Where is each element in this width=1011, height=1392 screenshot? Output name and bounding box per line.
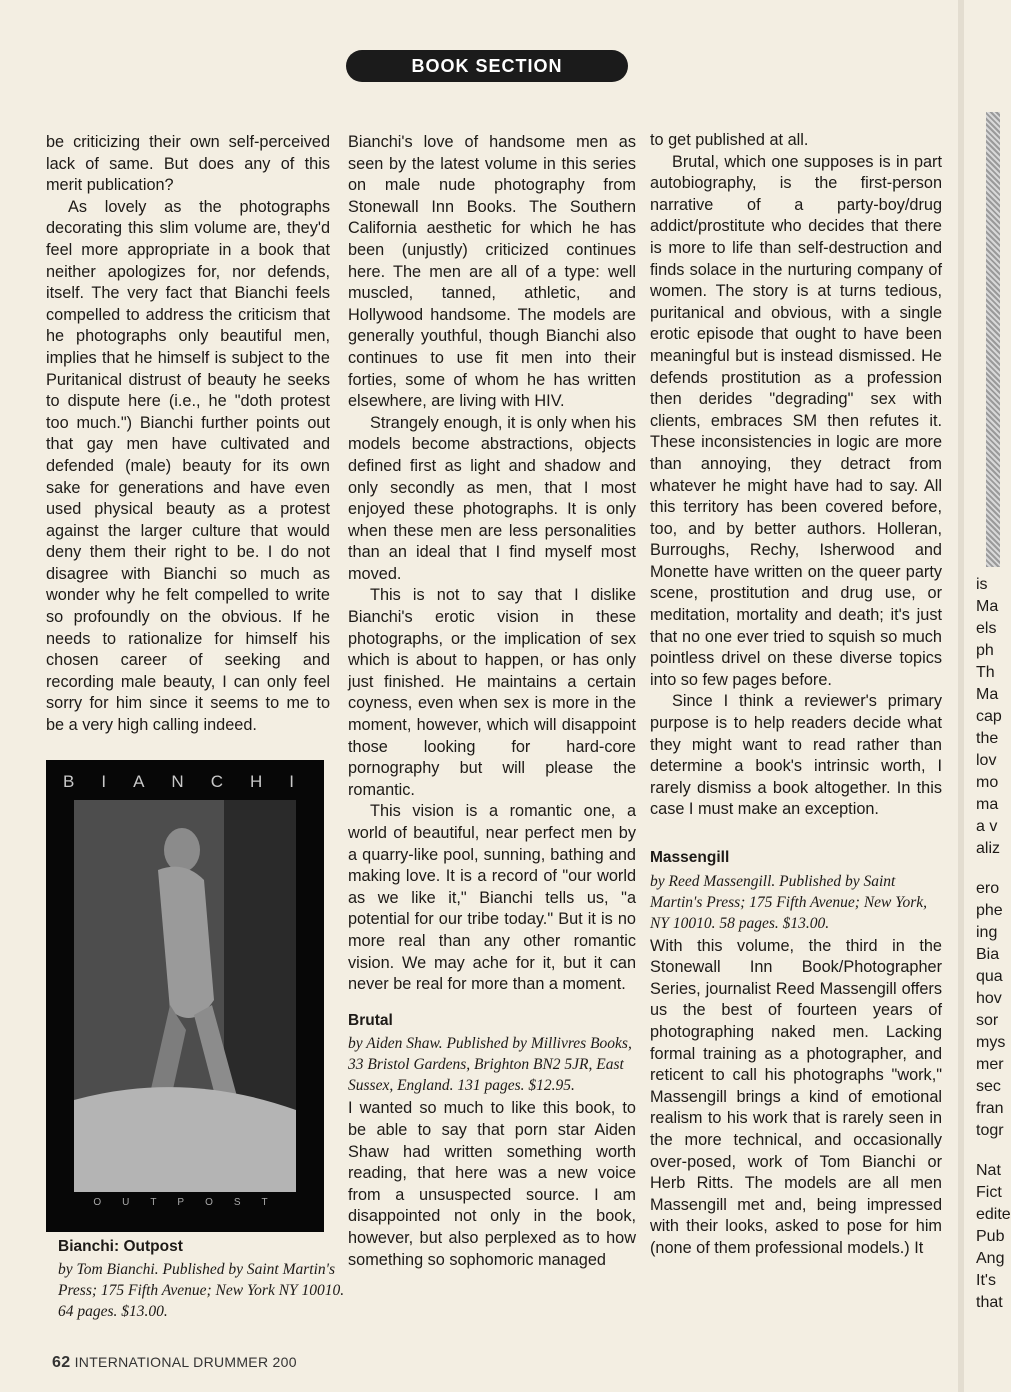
fragment: Nat (976, 1162, 1001, 1179)
paragraph: This vision is a romantic one, a world of beautiful, near perfect men by a quarry-like pool, sunning, bathing and making love. It is a record of "our world as we like it," Bianchi tells us, "a potential for our tribe today." But it is no more real than any other romantic vision. We may ache for it, but it can never be real for more than a moment. (348, 802, 636, 994)
fragment: qua (976, 968, 1003, 985)
fragment: ero (976, 880, 1000, 897)
adjacent-page-photo-edge (986, 112, 1000, 567)
column-3 (650, 130, 942, 1260)
fragment: aliz (976, 840, 1001, 857)
paragraph: I wanted so much to like this book, to be able to say that porn star Aiden Shaw had written something worth reading, that here was a new voice from a unsuspected source. I am disappointed not only in the book, however, but also perplexed as to how something so sophomoric managed (348, 1099, 636, 1269)
fragment: that (976, 1294, 1003, 1311)
fragment: mer (976, 1056, 1004, 1073)
page-footer (52, 1354, 297, 1372)
fragment: ph (976, 642, 994, 659)
bianchi-caption (58, 1238, 348, 1324)
fragment: togr (976, 1122, 1004, 1139)
fragment: It's (976, 1272, 996, 1289)
publication-name: INTERNATIONAL DRUMMER 200 (74, 1354, 297, 1370)
paragraph: Strangely enough, it is only when his models become abstractions, objects defined first as light and shadow and only secondly as men, that I most enjoyed these photographs. It is only when these men are less personalities than an ideal that I find myself most moved. (348, 413, 636, 583)
cover-subtitle: OUTPOST (93, 1197, 289, 1208)
paragraph: As lovely as the photographs decorating this slim volume are, they'd feel more appropriate in a book that neither apologizes for, nor defends, itself. The very fact that Bianchi feels compelled to address the criticism that he photographs only beautiful men, implies that he himself is subject to the Puritanical distrust of beauty he seeks to dispute here (i.e., he "doth protest too much.") Bianchi further points out that gay men have cultivated and defended (male) beauty for its own sake for generations and have even used physical beauty as a protest against the larger culture that would deny them their right to be. I do not disagree with Bianchi so much as wonder why he felt compelled to write so profoundly on the obvious. If he needs to rationalize for himself his chosen career of seeking and recording male beauty, I can only feel sorry for him since it seems to me to be a very high calling indeed. (46, 197, 330, 735)
fragment: sor (976, 1012, 999, 1029)
cover-title: BIANCHI (63, 772, 321, 791)
fragment: Pub (976, 1228, 1005, 1245)
fragment: Th (976, 664, 995, 681)
book-cover-image (46, 760, 324, 1232)
fragment: sec (976, 1078, 1001, 1095)
fragment: Ma (976, 598, 999, 615)
fragment: mys (976, 1034, 1006, 1051)
review-info: by Reed Massengill. Published by Saint Martin's Press; 175 Fifth Avenue; New York, NY 10010. 58 pages. $13.00. (650, 872, 927, 932)
review-title: Bianchi: Outpost (58, 1238, 183, 1255)
fragment: els (976, 620, 997, 637)
page-gutter (958, 0, 964, 1392)
fragment: a v (976, 818, 998, 835)
fragment: edite (976, 1206, 1011, 1223)
column-2 (348, 132, 636, 1271)
fragment: ma (976, 796, 999, 813)
paragraph: Since I think a reviewer's primary purpose is to help readers decide what they might want to read rather than determine a book's intrinsic worth, I rarely dismiss a book altogether. In this case I must make an exception. (650, 692, 942, 819)
review-title: Brutal (348, 1011, 393, 1029)
review-info: by Aiden Shaw. Published by Millivres Books, 33 Bristol Gardens, Brighton BN2 5JR, East Sussex, England. 131 pages. $12.95. (348, 1035, 632, 1095)
fragment: mo (976, 774, 999, 791)
fragment: lov (976, 752, 997, 769)
fragment: phe (976, 902, 1003, 919)
fragment: Bia (976, 946, 1000, 963)
fragment: fran (976, 1100, 1004, 1117)
paragraph: be criticizing their own self-perceived lack of same. But does any of this merit publication? (46, 133, 330, 195)
column-1 (46, 132, 330, 737)
paragraph: With this volume, the third in the Stonewall Inn Book/Photographer Series, journalist Reed Massengill offers us the best of fourteen years of photographing naked men. Lacking formal training as a photographer, and reticent to call his photographs "work," Massengill brings a kind of emotional realism to his work that is rarely seen in the more technical, and occasionally over-posed, work of Tom Bianchi or Herb Ritts. The models are all men Massengill met and, being impressed with their looks, asked to pose for him (none of them professional models.) It (650, 936, 942, 1257)
paragraph: Brutal, which one supposes is in part autobiography, is the first-person narrative of a party-boy/drug addict/prostitute who decides that there is more to life than self-destruction and finds solace in the nurturing company of women. The story is at turns tedious, puritanical and obvious, with a single erotic episode that ought to have been meaningful but is instead dismissed. He defends prostitution as a profession then derides "degrading" sex with clients, embraces SM then refutes it. These inconsistencies in logic are more than annoying, they detract from whatever he might have had to say. All this territory has been covered before, too, and by better authors. Holleran, Burroughs, Rechy, Isherwood and Monette have written on the queer party scene, prostitution and drug use, or meditation, mortality and death; it's just that no one ever tried to squish so much pointless drivel on these diverse topics into so few pages before. (650, 152, 942, 689)
paragraph: Bianchi's love of handsome men as seen by the latest volume in this series on male nude photography from Stonewall Inn Books. The Southern California aesthetic for which he has been (unjustly) criticized continues here. The men are all of a type: well muscled, tanned, athletic, and Hollywood handsome. The models are generally youthful, though Bianchi also continues to use fit men into their forties, some of whom he has written elsewhere, are living with HIV. (348, 133, 636, 411)
fragment: ing (976, 924, 998, 941)
paragraph: This is not to say that I dislike Bianchi's erotic vision in these photographs, or the implication of sex which is about to happen, or has only just finished. He maintains a certain coyness, even when sex is more in the moment, however, which will disappoint those looking for hard-core pornography but will please the romantic. (348, 586, 636, 799)
review-info: by Tom Bianchi. Published by Saint Martin's Press; 175 Fifth Avenue; New York NY 10010. 64 pages. $13.00. (58, 1261, 345, 1320)
review-title: Massengill (650, 849, 730, 866)
paragraph: to get published at all. (650, 131, 809, 149)
fragment: Fict (976, 1184, 1002, 1201)
fragment: is (976, 576, 988, 593)
figure-silhouette (74, 800, 296, 1192)
fragment: hov (976, 990, 1002, 1007)
cover-photograph (74, 800, 296, 1192)
fragment: Ang (976, 1250, 1005, 1267)
fragment: Ma (976, 686, 999, 703)
page-number: 62 (52, 1354, 71, 1371)
fragment: cap (976, 708, 1002, 725)
fragment: the (976, 730, 999, 747)
section-header: BOOK SECTION (346, 50, 628, 82)
